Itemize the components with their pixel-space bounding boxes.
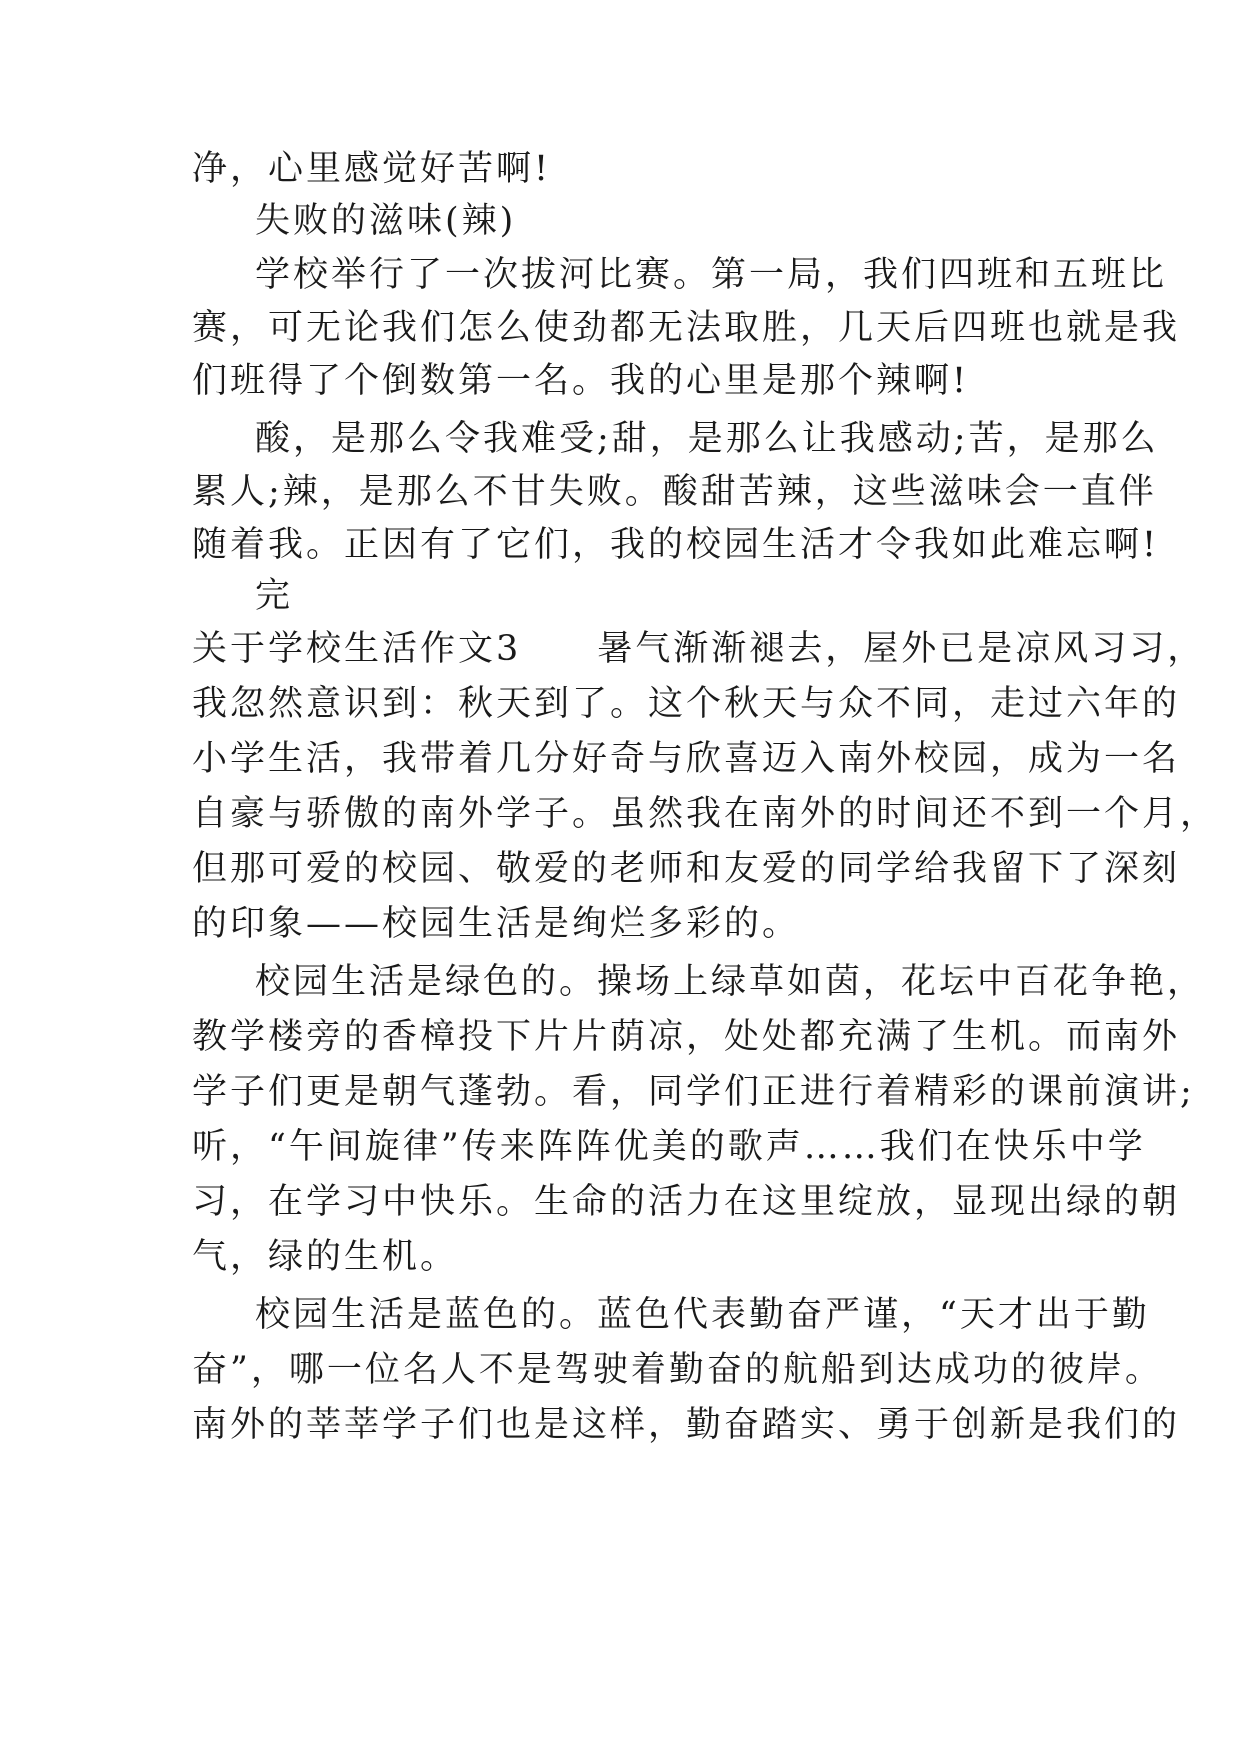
text-line: 自豪与骄傲的南外学子。虽然我在南外的时间还不到一个月， [192,794,1219,834]
text-line: 气，绿的生机。 [192,1237,459,1277]
text-line: 但那可爱的校园、敬爱的老师和友爱的同学给我留下了深刻 [192,849,1181,889]
text-line: 学校举行了一次拔河比赛。第一局，我们四班和五班比 [255,255,1168,295]
text-line: 校园生活是蓝色的。蓝色代表勤奋严谨，“天才出于勤 [255,1295,1150,1335]
text-line: 学子们更是朝气蓬勃。看，同学们正进行着精彩的课前演讲; [192,1072,1195,1112]
text-line: 小学生活，我带着几分好奇与欣喜迈入南外校园，成为一名 [192,739,1181,779]
text-line: 南外的莘莘学子们也是这样，勤奋踏实、勇于创新是我们的 [192,1405,1181,1445]
text-line: 奋”，哪一位名人不是驾驶着勤奋的航船到达成功的彼岸。 [192,1350,1163,1390]
text-line: 习，在学习中快乐。生命的活力在这里绽放，显现出绿的朝 [192,1182,1181,1222]
text-line: 的印象——校园生活是绚烂多彩的。 [192,904,801,944]
text-line: 我忽然意识到：秋天到了。这个秋天与众不同，走过六年的 [192,684,1181,724]
text-line: 酸，是那么令我难受;甜，是那么让我感动;苦，是那么 [255,419,1159,459]
text-line: 完 [255,576,294,616]
text-line: 关于学校生活作文3 暑气渐渐褪去，屋外已是凉风习习， [192,629,1206,669]
text-line: 校园生活是绿色的。操场上绿草如茵，花坛中百花争艳， [255,962,1206,1002]
text-line: 赛，可无论我们怎么使劲都无法取胜，几天后四班也就是我 [192,308,1181,348]
text-line: 随着我。正因有了它们，我的校园生活才令我如此难忘啊! [192,525,1160,565]
text-line: 累人;辣，是那么不甘失败。酸甜苦辣，这些滋味会一直伴 [192,472,1157,512]
text-line: 教学楼旁的香樟投下片片荫凉，处处都充满了生机。而南外 [192,1017,1181,1057]
text-line: 失败的滋味(辣) [255,201,517,241]
text-line: 们班得了个倒数第一名。我的心里是那个辣啊! [192,361,970,401]
text-line: 听，“午间旋律”传来阵阵优美的歌声……我们在快乐中学 [192,1127,1146,1167]
text-line: 净，心里感觉好苦啊! [192,149,552,189]
